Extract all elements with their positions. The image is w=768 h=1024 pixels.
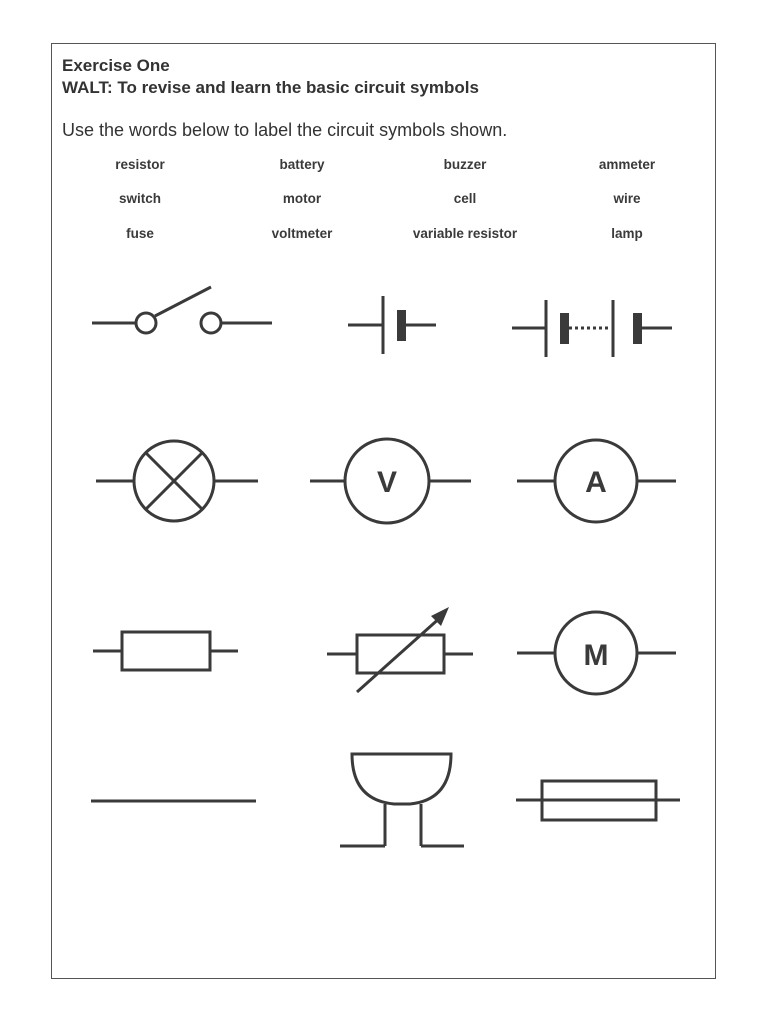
- word-bank-item: cell: [453, 191, 477, 206]
- buzzer-symbol: [340, 754, 464, 846]
- walt-objective: WALT: To revise and learn the basic circuit symbols: [62, 78, 479, 98]
- word-bank-item: voltmeter: [271, 226, 333, 241]
- cell-symbol: [348, 296, 436, 354]
- word-bank-item: buzzer: [443, 157, 487, 172]
- word-bank-item: switch: [118, 191, 161, 206]
- ammeter-letter: A: [585, 466, 607, 499]
- instruction-text: Use the words below to label the circuit symbols shown.: [62, 120, 508, 140]
- resistor-symbol: [93, 632, 238, 670]
- word-bank-item: fuse: [126, 226, 154, 241]
- word-bank-item: ammeter: [598, 157, 656, 172]
- voltmeter-letter: V: [376, 466, 398, 499]
- word-bank-item: motor: [282, 191, 322, 206]
- word-bank-item: variable resistor: [412, 226, 518, 241]
- fuse-symbol: [516, 781, 680, 820]
- switch-symbol: [92, 287, 272, 333]
- word-bank-item: lamp: [611, 226, 643, 241]
- variable-resistor-symbol: [327, 607, 473, 692]
- word-bank-item: wire: [613, 191, 641, 206]
- battery-symbol: [512, 300, 672, 357]
- motor-letter: M: [583, 639, 609, 672]
- exercise-heading: Exercise One: [62, 56, 170, 75]
- word-bank-item: battery: [279, 157, 325, 172]
- word-bank-item: resistor: [115, 157, 165, 172]
- lamp-symbol: [96, 441, 258, 521]
